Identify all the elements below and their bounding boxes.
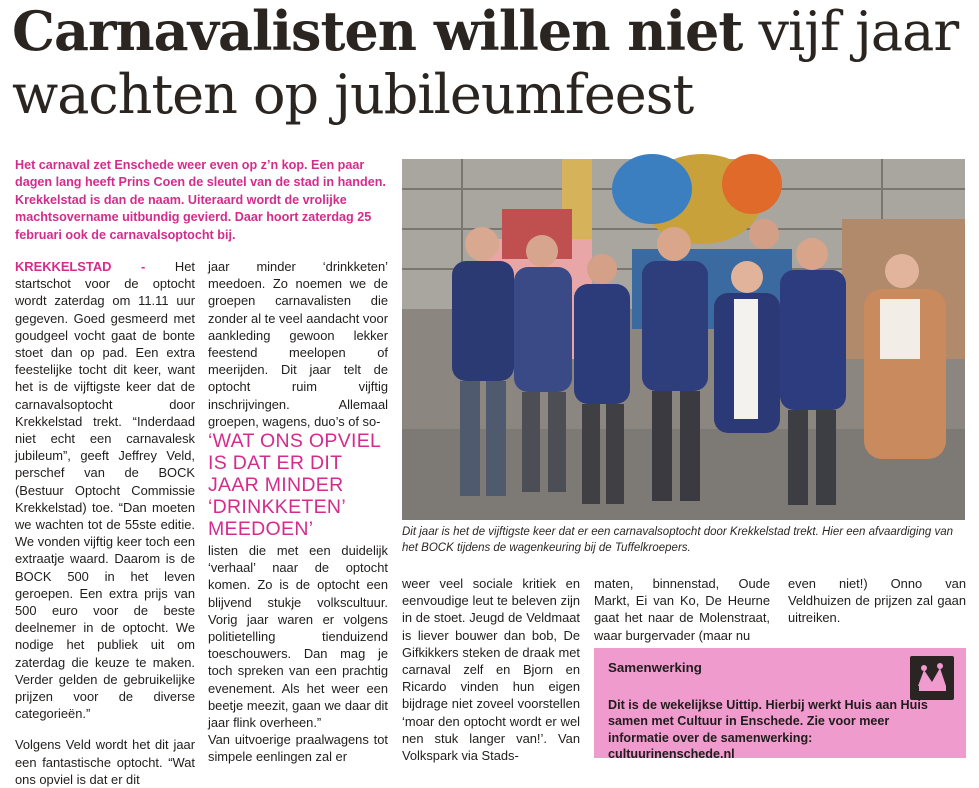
dateline: KREKKELSTAD - [15,259,146,274]
article-column-2 [208,258,388,430]
group-photo [402,159,965,520]
info-box-text: Dit is de wekelijkse Uittip. Hierbij werkt Huis aan Huis samen met Cultuur in Enschede. Zie voor meer informatie over de samenwerking: cultuurinenschede.nl [608,698,928,762]
column-2-paragraph-1: jaar minder ‘drinkketen’ meedoen. Zo noemen we de groepen carnavalisten die zonder al te veel aandacht voor aankleding gewoon lekker feestend meelopen of meerijden. Dit jaar telt de optocht ruim vijftig inschrijvingen. Allemaal groepen, wagens, duo’s of so- [208,259,388,429]
article-column-4: maten, binnenstad, Oude Markt, Ei van Ko, De Heurne gaat het naar de Molenstraat, waar burgervader (maar nu [594,576,770,643]
column-2-paragraph-3: Van uitvoerige praalwagens tot simpele eenlingen zal er [208,732,388,765]
photo-caption: Dit jaar is het de vijftigste keer dat er een carnavalsoptocht door Krekkelstad trekt. Hier een afvaardiging van het BOCK tijdens de wagenkeuring bij de Tuffelkroepers. [402,526,954,554]
jester-hat-icon [910,656,954,700]
article-column-2-continued [208,542,388,766]
column-1-paragraph-1: Het startschot voor de optocht wordt zaterdag om 11.11 uur gegeven. Goed gesmeerd met goudgeel vocht gaat de bonte stoet dan op pad. Een extra feestelijke tocht dit keer, want het is de vijftigste keer dat de carnavalsoptocht door Krekkelstad trekt. “Inderdaad niet echt een carnavalesk jubileum”, geeft Jeffrey Veld, perschef van de BOCK (Bestuur Optocht Commissie Krekkelstad) toe. “Dan moeten we wachten tot de 55ste editie. We vonden vijftig keer toch een extraatje waard. Daarom is de BOCK 500 in het leven geroepen. Een extra prijs van 500 euro voor de beste deelnemer in de optocht. We nodige het publiek uit om zaterdag die keuze te maken. Verder gelden de gebruikelijke prijzen voor de diverse categorieën.” [15,259,195,722]
headline [12,0,972,126]
info-box-title: Samenwerking [608,660,702,675]
info-box [594,648,966,762]
headline-light: vijf jaar wachten op jubileumfeest [12,0,959,126]
headline-bold: Carnavalisten willen niet [12,0,743,63]
article-column-5: even niet!) Onno van Veldhuizen de prijzen zal gaan uitreiken. [788,576,966,626]
pull-quote: ‘WAT ONS OPVIEL IS DAT ER DIT JAAR MINDER ‘DRINKKETEN’ MEEDOEN’ [208,430,381,540]
column-2-paragraph-2: listen die met een duidelijk ‘verhaal’ naar de optocht komen. Zo is de optocht een blijvend stukje volkscultuur. Vorig jaar waren er volgens politietelling tienduizend toeschouwers. Dan mag je toch spreken van een prachtig evenement. Als het weer een beetje meezit, gaan we daar dit jaar flink overheen.” [208,543,388,731]
column-1-paragraph-2: Volgens Veld wordt het dit jaar een fantastische optocht. “Wat ons opviel is dat er dit [15,737,195,787]
article-column-1 [15,258,195,788]
lead-paragraph: Het carnaval zet Enschede weer even op z’n kop. Een paar dagen lang heeft Prins Coen de sleutel van de stad in handen. Krekkelstad is dan de naam. Uiteraard wordt de vrolijke machtsovername uitbundig gevierd. Daar hoort zaterdag 25 februari ook de carnavalsoptocht bij. [15,158,386,242]
article-column-3: weer veel sociale kritiek en eenvoudige leut te beleven zijn in de stoet. Jeugd de Veldmaat is liever bouwer dan bob, De Gifkikkers steken de draak met carnaval zelf en Bjorn en Ricardo vinden hun eigen bijdrage niet zoveel voorstellen ‘moar den optocht wordt er wel nen stuk langer van!’. Van Volkspark via Stads- [402,576,580,764]
